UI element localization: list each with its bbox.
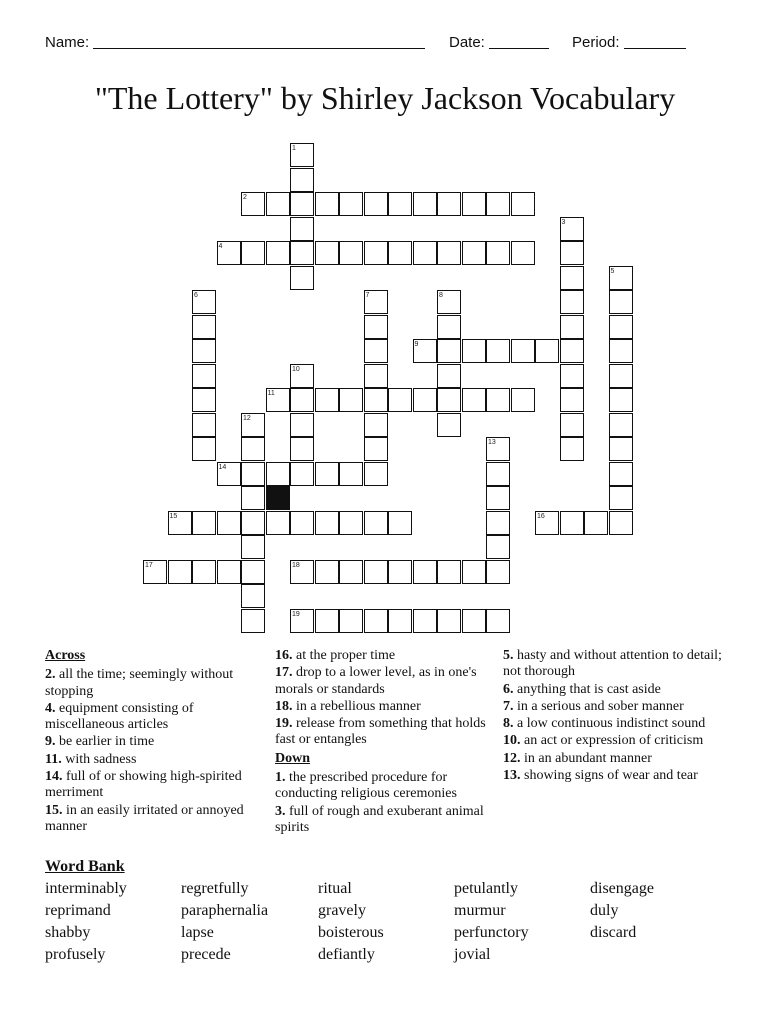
clue-down-13: 13. showing signs of wear and tear bbox=[503, 768, 698, 784]
crossword-cell[interactable] bbox=[486, 241, 510, 265]
crossword-cell[interactable] bbox=[339, 511, 363, 535]
crossword-cell[interactable] bbox=[486, 511, 510, 535]
crossword-cell[interactable] bbox=[339, 609, 363, 633]
clue-across-18: 18. in a rebellious manner bbox=[275, 698, 421, 714]
page-title: "The Lottery" by Shirley Jackson Vocabulary bbox=[94, 80, 676, 116]
crossword-cell[interactable] bbox=[609, 388, 633, 412]
crossword-cell[interactable] bbox=[413, 560, 437, 584]
clue-down-3: 3. full of rough and exuberant animal spirits bbox=[275, 803, 484, 835]
crossword-cell[interactable] bbox=[609, 315, 633, 339]
crossword-cell[interactable] bbox=[315, 192, 339, 216]
clue-number-label: 5 bbox=[610, 267, 615, 275]
clue-down-7: 7. in a serious and sober manner bbox=[503, 698, 684, 714]
clue-number-label: 15 bbox=[169, 512, 178, 520]
crossword-cell[interactable] bbox=[192, 339, 216, 363]
name-line[interactable] bbox=[93, 34, 425, 49]
crossword-cell[interactable] bbox=[290, 192, 314, 216]
crossword-cell[interactable] bbox=[241, 511, 265, 535]
name-label: Name: bbox=[45, 34, 90, 51]
crossword-cell[interactable] bbox=[388, 241, 412, 265]
crossword-cell[interactable] bbox=[437, 339, 461, 363]
crossword-cell[interactable] bbox=[486, 388, 510, 412]
crossword-cell[interactable] bbox=[437, 413, 461, 437]
crossword-cell[interactable] bbox=[413, 609, 437, 633]
word-bank-item: boisterous bbox=[318, 924, 384, 941]
crossword-cell[interactable] bbox=[290, 388, 314, 412]
crossword-cell[interactable] bbox=[609, 290, 633, 314]
crossword-cell[interactable] bbox=[462, 339, 486, 363]
crossword-cell[interactable] bbox=[241, 437, 265, 461]
crossword-cell[interactable] bbox=[315, 241, 339, 265]
crossword-cell[interactable] bbox=[339, 462, 363, 486]
crossword-cell[interactable] bbox=[462, 192, 486, 216]
crossword-cell[interactable] bbox=[486, 462, 510, 486]
crossword-cell[interactable] bbox=[511, 241, 535, 265]
crossword-cell[interactable] bbox=[290, 437, 314, 461]
across-heading: Across bbox=[45, 648, 86, 663]
crossword-cell[interactable] bbox=[315, 560, 339, 584]
clue-number-label: 7 bbox=[365, 292, 370, 299]
crossword-cell[interactable] bbox=[437, 241, 461, 265]
crossword-cell[interactable] bbox=[241, 609, 265, 633]
crossword-cell[interactable] bbox=[315, 609, 339, 633]
clue-across-17: 17. drop to a lower level, as in one's morals or standards bbox=[275, 665, 477, 697]
crossword-cell[interactable] bbox=[388, 511, 412, 535]
word-bank-item: perfunctory bbox=[454, 924, 529, 941]
crossword-cell[interactable] bbox=[290, 266, 314, 290]
crossword-cell[interactable] bbox=[511, 388, 535, 412]
crossword-cell[interactable] bbox=[339, 560, 363, 584]
crossword-cell[interactable] bbox=[560, 388, 584, 412]
clue-number-label: 12 bbox=[243, 414, 251, 422]
crossword-cell[interactable] bbox=[413, 192, 437, 216]
clue-across-16: 16. at the proper time bbox=[275, 648, 396, 663]
crossword-cell[interactable] bbox=[560, 413, 584, 437]
crossword-cell[interactable] bbox=[339, 388, 363, 412]
crossword-cell[interactable] bbox=[560, 364, 584, 388]
crossword-cell[interactable] bbox=[290, 217, 314, 241]
word-bank-heading: Word Bank bbox=[45, 858, 125, 875]
crossword-cell[interactable] bbox=[192, 364, 216, 388]
clue-across-9: 9. be earlier in time bbox=[45, 734, 155, 750]
down-heading: Down bbox=[275, 750, 311, 766]
crossword-cell[interactable] bbox=[609, 437, 633, 461]
crossword-cell[interactable] bbox=[560, 241, 584, 265]
crossword-cell[interactable] bbox=[437, 364, 461, 388]
crossword-cell[interactable] bbox=[486, 535, 510, 559]
date-label: Date: bbox=[449, 34, 485, 51]
crossword-cell[interactable] bbox=[364, 413, 388, 437]
crossword-cell[interactable] bbox=[290, 241, 314, 265]
crossword-cell[interactable] bbox=[290, 511, 314, 535]
crossword-cell[interactable] bbox=[192, 511, 216, 535]
crossword-cell[interactable] bbox=[290, 462, 314, 486]
crossword-cell[interactable] bbox=[339, 241, 363, 265]
clue-number-label: 4 bbox=[218, 243, 223, 250]
word-bank-item: regretfully bbox=[181, 880, 249, 897]
date-field-group[interactable] bbox=[449, 34, 485, 51]
word-bank-item: discard bbox=[590, 924, 637, 941]
clue-across-2: 2. all the time; seemingly without stopping bbox=[45, 667, 234, 699]
clue-across-15: 15. in an easily irritated or annoyed manner bbox=[45, 802, 244, 834]
clue-down-1: 1. the prescribed procedure for conducting religious ceremonies bbox=[275, 770, 457, 802]
crossword-cell[interactable] bbox=[535, 339, 559, 363]
word-bank-item: lapse bbox=[181, 924, 214, 941]
crossword-cell[interactable] bbox=[560, 290, 584, 314]
clue-number-label: 14 bbox=[218, 463, 227, 471]
crossword-cell[interactable] bbox=[560, 511, 584, 535]
crossword-cell[interactable] bbox=[462, 609, 486, 633]
crossword-cell[interactable] bbox=[192, 315, 216, 339]
word-bank-item: duly bbox=[590, 902, 619, 919]
word-bank-item: profusely bbox=[45, 946, 106, 963]
crossword-cell[interactable] bbox=[241, 241, 265, 265]
clue-down-12: 12. in an abundant manner bbox=[503, 750, 652, 766]
crossword-cell[interactable] bbox=[609, 364, 633, 388]
crossword-cell[interactable] bbox=[241, 560, 265, 584]
crossword-cell[interactable] bbox=[364, 192, 388, 216]
word-bank-item: disengage bbox=[590, 880, 654, 897]
crossword-cell[interactable] bbox=[486, 560, 510, 584]
word-bank-item: jovial bbox=[454, 946, 491, 963]
crossword-cell[interactable] bbox=[364, 609, 388, 633]
crossword-cell[interactable] bbox=[486, 486, 510, 510]
crossword-cell[interactable] bbox=[462, 241, 486, 265]
crossword-cell[interactable] bbox=[388, 560, 412, 584]
crossword-cell[interactable] bbox=[266, 462, 290, 486]
crossword-cell[interactable] bbox=[315, 511, 339, 535]
clue-down-10: 10. an act or expression of criticism bbox=[503, 733, 704, 749]
crossword-cell[interactable] bbox=[192, 388, 216, 412]
crossword-cell[interactable] bbox=[560, 315, 584, 339]
word-bank-item: gravely bbox=[318, 902, 366, 919]
crossword-cell[interactable] bbox=[388, 192, 412, 216]
crossword-cell[interactable] bbox=[364, 364, 388, 388]
crossword-cell[interactable] bbox=[364, 388, 388, 412]
crossword-cell[interactable] bbox=[364, 462, 388, 486]
crossword-cell[interactable] bbox=[241, 535, 265, 559]
crossword-cell[interactable] bbox=[609, 486, 633, 510]
crossword-cell[interactable] bbox=[437, 315, 461, 339]
crossword-cell[interactable] bbox=[413, 241, 437, 265]
clue-number-label: 13 bbox=[488, 439, 496, 446]
crossword-cell[interactable] bbox=[437, 560, 461, 584]
clue-number-label: 3 bbox=[561, 218, 566, 226]
word-bank-item: shabby bbox=[45, 924, 91, 941]
crossword-cell[interactable] bbox=[388, 388, 412, 412]
clues-column-2 bbox=[275, 648, 493, 837]
word-bank-item: paraphernalia bbox=[181, 902, 269, 919]
word-bank-item: defiantly bbox=[318, 946, 375, 963]
word-bank-item: interminably bbox=[45, 880, 127, 897]
clue-number-label: 16 bbox=[537, 512, 545, 520]
crossword-cell[interactable] bbox=[364, 315, 388, 339]
period-field-group[interactable] bbox=[572, 34, 620, 51]
crossword-cell[interactable] bbox=[486, 609, 510, 633]
word-bank-item: ritual bbox=[318, 880, 352, 897]
word-bank-item: murmur bbox=[454, 902, 506, 919]
clue-across-11: 11. with sadness bbox=[45, 751, 137, 767]
crossword-cell[interactable] bbox=[609, 413, 633, 437]
crossword-cell[interactable] bbox=[486, 192, 510, 216]
clue-number-label: 17 bbox=[145, 561, 153, 569]
clue-down-6: 6. anything that is cast aside bbox=[503, 681, 661, 697]
crossword-cell[interactable] bbox=[266, 192, 290, 216]
crossword-cell[interactable] bbox=[462, 560, 486, 584]
clues-column-1 bbox=[45, 648, 267, 836]
crossword-cell[interactable] bbox=[413, 388, 437, 412]
word-bank-item: reprimand bbox=[45, 902, 111, 919]
crossword-cell[interactable] bbox=[315, 462, 339, 486]
crossword-cell[interactable] bbox=[609, 511, 633, 535]
crossword-cell[interactable] bbox=[364, 241, 388, 265]
name-field-group[interactable] bbox=[45, 34, 89, 51]
crossword-cell[interactable] bbox=[241, 584, 265, 608]
date-line[interactable] bbox=[489, 34, 549, 49]
crossword-cell[interactable] bbox=[437, 388, 461, 412]
crossword-cell[interactable] bbox=[560, 339, 584, 363]
clue-number-label: 18 bbox=[292, 561, 300, 569]
clue-number-label: 10 bbox=[292, 365, 300, 373]
clues-column-3 bbox=[503, 648, 725, 785]
crossword-cell[interactable] bbox=[192, 437, 216, 461]
clue-number-label: 8 bbox=[439, 292, 443, 299]
crossword-cell[interactable] bbox=[584, 511, 608, 535]
crossword-cell[interactable] bbox=[241, 462, 265, 486]
clue-number-label: 2 bbox=[243, 194, 247, 201]
word-bank-item: petulantly bbox=[454, 880, 518, 897]
crossword-cell[interactable] bbox=[609, 462, 633, 486]
clue-number-label: 9 bbox=[414, 341, 419, 348]
crossword-cell[interactable] bbox=[462, 388, 486, 412]
crossword-cell[interactable] bbox=[364, 511, 388, 535]
crossword-cell[interactable] bbox=[364, 437, 388, 461]
crossword-cell[interactable] bbox=[266, 511, 290, 535]
crossword-cell[interactable] bbox=[437, 609, 461, 633]
clue-down-5: 5. hasty and without attention to detail; not thorough bbox=[503, 648, 722, 680]
crossword-cell[interactable] bbox=[241, 486, 265, 510]
crossword-cell[interactable] bbox=[217, 511, 241, 535]
crossword-cell[interactable] bbox=[388, 609, 412, 633]
crossword-cell[interactable] bbox=[290, 413, 314, 437]
crossword-cell[interactable] bbox=[192, 560, 216, 584]
clue-number-label: 19 bbox=[292, 610, 300, 618]
crossword-cell[interactable] bbox=[486, 339, 510, 363]
crossword-cell[interactable] bbox=[364, 560, 388, 584]
clue-across-19: 19. release from something that holds fast or entangles bbox=[275, 716, 486, 748]
crossword-cell[interactable] bbox=[437, 192, 461, 216]
crossword-cell[interactable] bbox=[511, 192, 535, 216]
crossword-cell[interactable] bbox=[511, 339, 535, 363]
clue-down-8: 8. a low continuous indistinct sound bbox=[503, 716, 706, 732]
crossword-blocked-cell bbox=[266, 486, 290, 510]
clue-number-label: 1 bbox=[292, 145, 296, 152]
crossword-cell[interactable] bbox=[315, 388, 339, 412]
period-line[interactable] bbox=[624, 34, 686, 49]
crossword-cell[interactable] bbox=[192, 413, 216, 437]
period-label: Period: bbox=[572, 34, 620, 51]
crossword-cell[interactable] bbox=[290, 168, 314, 192]
word-bank-item: precede bbox=[181, 946, 231, 963]
clue-across-14: 14. full of or showing high-spirited merriment bbox=[45, 769, 242, 801]
crossword-cell[interactable] bbox=[217, 560, 241, 584]
clue-across-4: 4. equipment consisting of miscellaneous articles bbox=[45, 700, 194, 733]
clue-number-label: 11 bbox=[267, 390, 275, 397]
crossword-cell[interactable] bbox=[609, 339, 633, 363]
crossword-cell[interactable] bbox=[560, 437, 584, 461]
crossword-cell[interactable] bbox=[266, 241, 290, 265]
crossword-cell[interactable] bbox=[168, 560, 192, 584]
clue-number-label: 6 bbox=[194, 292, 198, 299]
crossword-cell[interactable] bbox=[339, 192, 363, 216]
crossword-cell[interactable] bbox=[560, 266, 584, 290]
crossword-cell[interactable] bbox=[364, 339, 388, 363]
